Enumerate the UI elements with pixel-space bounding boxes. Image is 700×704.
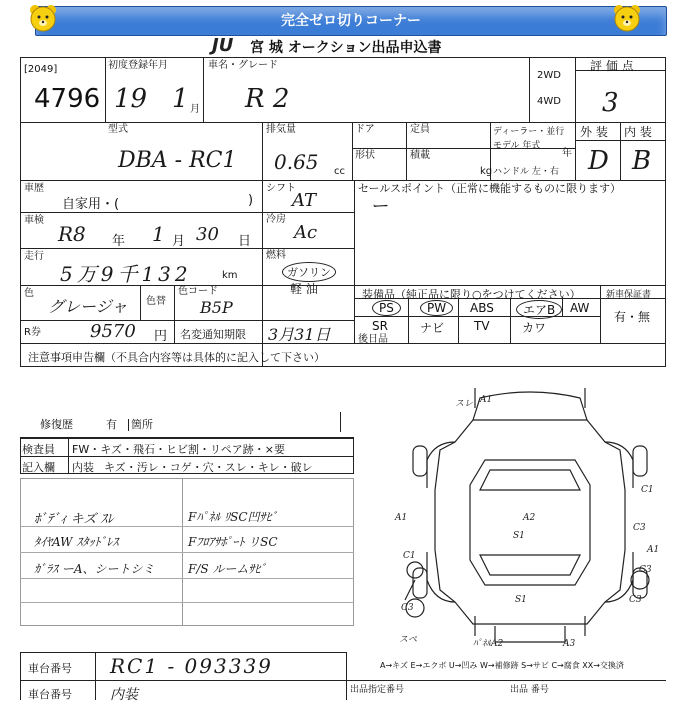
shape-label: 形状 xyxy=(355,150,375,161)
diag-mark: A2 xyxy=(523,513,536,523)
notes-label: 注意事項申告欄（不具合内容等は具体的に記入して下さい） xyxy=(28,351,325,364)
model-value: R 2 xyxy=(245,84,290,114)
lot-prefix: [2049] xyxy=(24,64,58,75)
warranty-value: 有・無 xyxy=(614,310,651,324)
displacement-value: 0.65 xyxy=(274,150,319,174)
damage-legend: A→キズ E→エクボ U→凹み W→補修跡 S→サビ C→腐食 XX→交換済 xyxy=(380,661,624,670)
name-change-value: 3月31日 xyxy=(268,325,331,344)
lot-number: 4796 xyxy=(34,84,101,114)
inspection-era: R8 xyxy=(58,222,86,246)
diag-mark: A1 xyxy=(480,395,493,405)
kg-unit: kg xyxy=(480,166,493,177)
aircon-value: Ac xyxy=(294,222,318,243)
fuel-label: 燃料 xyxy=(266,250,286,261)
score-label: 評 価 点 xyxy=(590,59,634,73)
exterior-value: D xyxy=(588,146,609,176)
door-label: ドア xyxy=(355,124,375,135)
mascot-bear-icon xyxy=(28,3,58,33)
mileage-value: 5万9千132 xyxy=(60,262,192,286)
color-label: 色 xyxy=(24,288,34,299)
shift-label: シフト xyxy=(266,183,296,194)
equip-ps: PS xyxy=(372,300,401,316)
mileage-label: 走行 xyxy=(24,251,44,262)
color-change-label: 色替 xyxy=(146,296,166,307)
interior-value: B xyxy=(632,146,652,176)
equip-leather: カワ xyxy=(522,321,547,335)
diag-mark: スレ xyxy=(455,399,474,409)
note-line-3: ｶﾞﾗｽ ーA、シートシミ xyxy=(34,562,155,576)
note-line-1: ﾎﾞﾃﾞｨ キズ ｽﾚ xyxy=(34,512,114,527)
category-label: 車歴 xyxy=(24,183,44,194)
model-label: 車名・グレード xyxy=(208,60,278,71)
diag-mark: C3 xyxy=(401,603,414,613)
shift-value: AT xyxy=(292,190,317,211)
bottom-mid-value: 出品 番号 xyxy=(510,685,549,695)
note-right-1: Fﾊﾟﾈﾙ ﾘSC凹ｻﾋﾞ xyxy=(188,510,278,524)
category-close: ) xyxy=(248,193,254,208)
form-subtitle: 宮 城 オークション出品申込書 xyxy=(250,40,442,56)
color-code-label: 色コード xyxy=(178,286,218,297)
name-change-label: 名変通知期限 xyxy=(180,328,246,341)
inspection-day: 30 xyxy=(196,224,219,245)
diag-mark: C3 xyxy=(639,565,652,575)
equip-pw: PW xyxy=(420,300,453,316)
auction-logo: JU xyxy=(212,35,234,56)
first-reg-year: 19 xyxy=(114,84,148,114)
diag-mark: ﾊﾟﾈﾙA2 xyxy=(473,639,504,649)
displacement-unit: cc xyxy=(334,166,345,177)
equip-airbag: エアB xyxy=(516,300,562,319)
first-reg-label: 初度登録年月 xyxy=(108,60,168,71)
recycle-unit: 円 xyxy=(154,329,168,344)
mascot-bear-icon xyxy=(612,3,642,33)
model-year-label: モデル 年式 xyxy=(493,141,541,151)
inspection-day-unit: 日 xyxy=(238,234,252,249)
drive-2wd: 2WD xyxy=(537,70,561,81)
inspection-month: 1 xyxy=(152,222,165,246)
sales-point-value: ー xyxy=(370,196,388,217)
repair-value: 有 xyxy=(106,418,117,431)
diag-mark: S1 xyxy=(513,531,525,541)
note-right-3: F/S ルームｻﾋﾞ xyxy=(188,562,267,576)
handle-label: ハンドル 左・右 xyxy=(493,167,559,177)
category-value: 自家用・( xyxy=(62,197,120,212)
fuel-value-gasoline: ガソリン xyxy=(282,262,336,282)
sales-point-label: セールスポイント（正常に機能するものに限ります） xyxy=(358,182,622,195)
equipment-label: 装備品（純正品に限り○をつけてください） xyxy=(362,288,581,301)
car-damage-diagram xyxy=(395,380,665,649)
color-code-value: B5P xyxy=(200,298,233,317)
dealer-label: ディーラー・並行 xyxy=(493,127,565,137)
note-right-2: Fﾌﾛｱｻﾎﾟｰﾄ リSC xyxy=(188,535,278,549)
month-unit: 月 xyxy=(190,104,200,115)
score-value: 3 xyxy=(602,88,619,118)
note-line-2: ﾀｲﾔAW ｽﾀｯﾄﾞﾚｽ xyxy=(34,535,119,549)
mileage-unit: km xyxy=(222,270,238,281)
diag-mark: S1 xyxy=(515,595,527,605)
equip-sr: SR xyxy=(372,319,388,333)
first-reg-month: 1 xyxy=(172,84,189,114)
inspector-row2-label: 内装 xyxy=(72,461,94,474)
chassis-label: 車台番号 xyxy=(28,662,72,675)
drive-4wd: 4WD xyxy=(537,96,561,107)
diag-mark: A3 xyxy=(563,639,576,649)
inspection-label: 車検 xyxy=(24,215,44,226)
type-value: DBA - RC1 xyxy=(118,148,237,173)
diag-mark: C1 xyxy=(403,551,416,561)
year-unit: 年 xyxy=(562,148,572,159)
rear-label: 後日品 xyxy=(358,334,388,345)
inspection-year-unit: 年 xyxy=(112,234,126,249)
equip-navi: ナビ xyxy=(420,321,445,335)
load-label: 積載 xyxy=(410,150,430,161)
diag-mark: C3 xyxy=(629,595,642,605)
inspector-row1: FW・キズ・飛石・ヒビ割・リペア跡・×要 xyxy=(72,443,285,456)
equip-aw: AW xyxy=(570,301,590,315)
inspection-month-unit: 月 xyxy=(172,234,186,249)
color-value: グレージャ xyxy=(48,297,128,316)
inspector-label-2: 記入欄 xyxy=(22,461,55,474)
capacity-label: 定員 xyxy=(410,124,430,135)
recycle-label: R券 xyxy=(24,327,41,338)
aircon-label: 冷房 xyxy=(266,214,286,225)
fuel-value-diesel: 軽 油 xyxy=(290,282,318,296)
equip-abs: ABS xyxy=(470,301,494,315)
equip-tv: TV xyxy=(474,319,490,333)
diag-mark: A1 xyxy=(395,513,408,523)
banner-title: 完全ゼロ切りコーナー xyxy=(281,13,421,29)
displacement-label: 排気量 xyxy=(266,124,296,135)
exterior-label: 外 装 xyxy=(580,125,608,139)
diag-mark: C1 xyxy=(641,485,654,495)
diag-mark: A1 xyxy=(647,545,660,555)
type-label: 型式 xyxy=(108,124,128,135)
repair-places: 箇所 xyxy=(128,419,153,431)
diag-mark: C3 xyxy=(633,523,646,533)
repair-label: 修復歴 xyxy=(40,418,73,431)
recycle-value: 9570 xyxy=(90,321,136,342)
title-banner xyxy=(35,6,667,36)
diag-mark: スペ xyxy=(399,635,418,645)
inspector-label: 検査員 xyxy=(22,443,55,456)
bottom-mid-label: 出品指定番号 xyxy=(350,685,405,695)
bottom-label: 車台番号 xyxy=(28,688,72,701)
inspector-row2: キズ・汚レ・コゲ・穴・スレ・キレ・破レ xyxy=(104,461,313,474)
warranty-label: 新車保証書 xyxy=(606,290,652,300)
chassis-value: RC1 - 093339 xyxy=(110,654,273,678)
bottom-value: 内装 xyxy=(110,687,138,703)
interior-label: 内 装 xyxy=(624,125,652,139)
